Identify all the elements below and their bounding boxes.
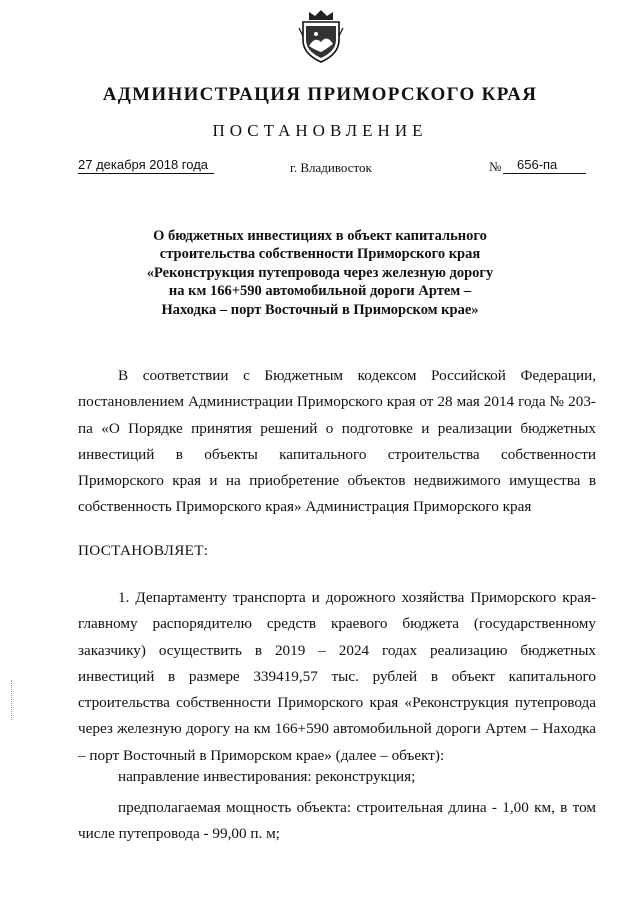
document-number: 656-па <box>503 157 586 174</box>
document-type: ПОСТАНОВЛЕНИЕ <box>212 121 428 140</box>
organization-title: АДМИНИСТРАЦИЯ ПРИМОРСКОГО КРАЯ <box>102 84 538 105</box>
coat-of-arms-icon <box>295 6 347 64</box>
document-subject: О бюджетных инвестициях в объект капитального строительства собственности Приморского края «Реконструкция путепровода через железную дорогу на км 166+590 автомобильной дороги Артем – Находка – порт Восточный в Приморском крае» <box>146 228 494 318</box>
document-city: г. Владивосток <box>290 160 372 175</box>
investment-direction-line: направление инвестирования: реконструкция; <box>118 768 416 785</box>
item-1-paragraph: 1. Департаменту транспорта и дорожного хозяйства Приморского края-главному распорядителю средств краевого бюджета (государственному заказчику) осуществить в 2019 – 2024 годах реализацию бюджетных инвестиций в размере 339419,57 тыс. рублей в объект капитального строительства собственности Приморского края «Реконструкция путепровода через железную дорогу на км 166+590 автомобильной дороги Артем – Находка – порт Восточный в Приморском крае» (далее – объект): <box>78 589 596 764</box>
resolves-heading: ПОСТАНОВЛЯЕТ: <box>78 542 209 559</box>
number-sign: № <box>489 159 502 174</box>
scan-margin-mark <box>11 680 14 720</box>
intro-paragraph: В соответствии с Бюджетным кодексом Российской Федерации, постановлением Администрации Приморского края от 28 мая 2014 года № 203-па «О Порядке принятия решений о подготовке и реализации бюджетных инвестиций в объекты капитального строительства собственности Приморского края и на приобретение объектов недвижимого имущества в собственность Приморского края» Администрация Приморского края <box>78 367 596 516</box>
document-date: 27 декабря 2018 года <box>78 157 214 174</box>
capacity-paragraph: предполагаемая мощность объекта: строительная длина - 1,00 км, в том числе путепровода - 99,00 п. м; <box>78 799 596 843</box>
